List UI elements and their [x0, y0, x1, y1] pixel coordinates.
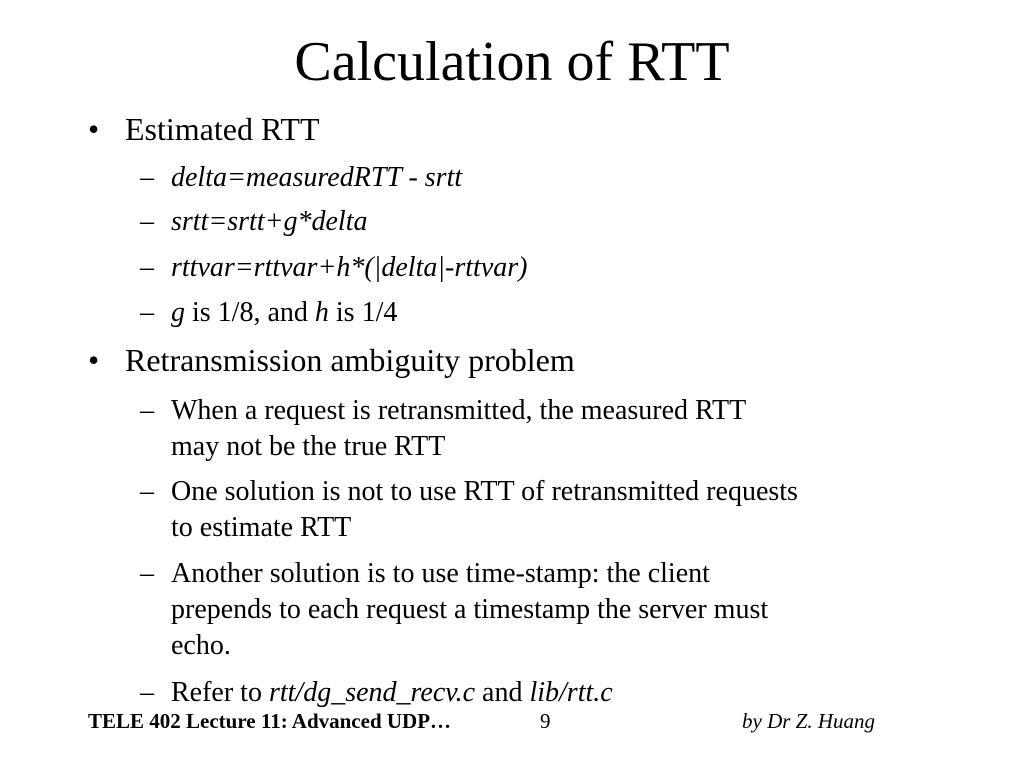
bullet-mark: •: [88, 342, 100, 378]
var-h: h: [314, 297, 329, 328]
text-line: prepends to each request a timestamp the server must: [171, 594, 769, 625]
formula-delta: delta=measuredRTT - srtt: [171, 162, 463, 193]
formula-srtt: srtt=srtt+g*delta: [171, 206, 368, 237]
text-line: may not be the true RTT: [171, 431, 446, 462]
sub-bullet-mark: –: [140, 297, 154, 328]
footer-page-number: 9: [540, 709, 551, 733]
sub-bullet-mark: –: [140, 677, 154, 708]
bullet-heading: Retransmission ambiguity problem: [125, 342, 575, 378]
text-line: to estimate RTT: [171, 512, 352, 543]
sub-bullet-mark: –: [140, 252, 154, 283]
text-line: Another solution is to use time-stamp: the client: [171, 558, 710, 589]
constants-text-2: is 1/4: [328, 297, 398, 328]
constants-text-1: is 1/8, and: [185, 297, 315, 328]
file-ref-lib-rtt: lib/rtt.c: [529, 677, 613, 708]
sub-bullet-mark: –: [140, 558, 154, 589]
text-line: echo.: [171, 630, 231, 661]
sub-bullet-mark: –: [140, 476, 154, 507]
slide-title: Calculation of RTT: [294, 31, 730, 93]
formula-rttvar: rttvar=rttvar+h*(|delta|-rttvar): [171, 252, 528, 283]
file-ref-dg-send-recv: rtt/dg_send_recv.c: [268, 677, 476, 708]
footer-author: by Dr Z. Huang: [742, 709, 876, 733]
refer-text-2: and: [475, 677, 530, 708]
sub-bullet-mark: –: [140, 162, 154, 193]
sub-bullet-mark: –: [140, 395, 154, 426]
text-line: One solution is not to use RTT of retransmitted requests: [171, 476, 798, 507]
bullet-mark: •: [88, 111, 100, 147]
sub-bullet-mark: –: [140, 206, 154, 237]
bullet-heading: Estimated RTT: [125, 111, 320, 147]
text-line: When a request is retransmitted, the measured RTT: [171, 395, 747, 426]
refer-text-1: Refer to: [171, 677, 269, 708]
footer-course: TELE 402 Lecture 11: Advanced UDP…: [88, 709, 452, 733]
var-g: g: [171, 297, 185, 328]
